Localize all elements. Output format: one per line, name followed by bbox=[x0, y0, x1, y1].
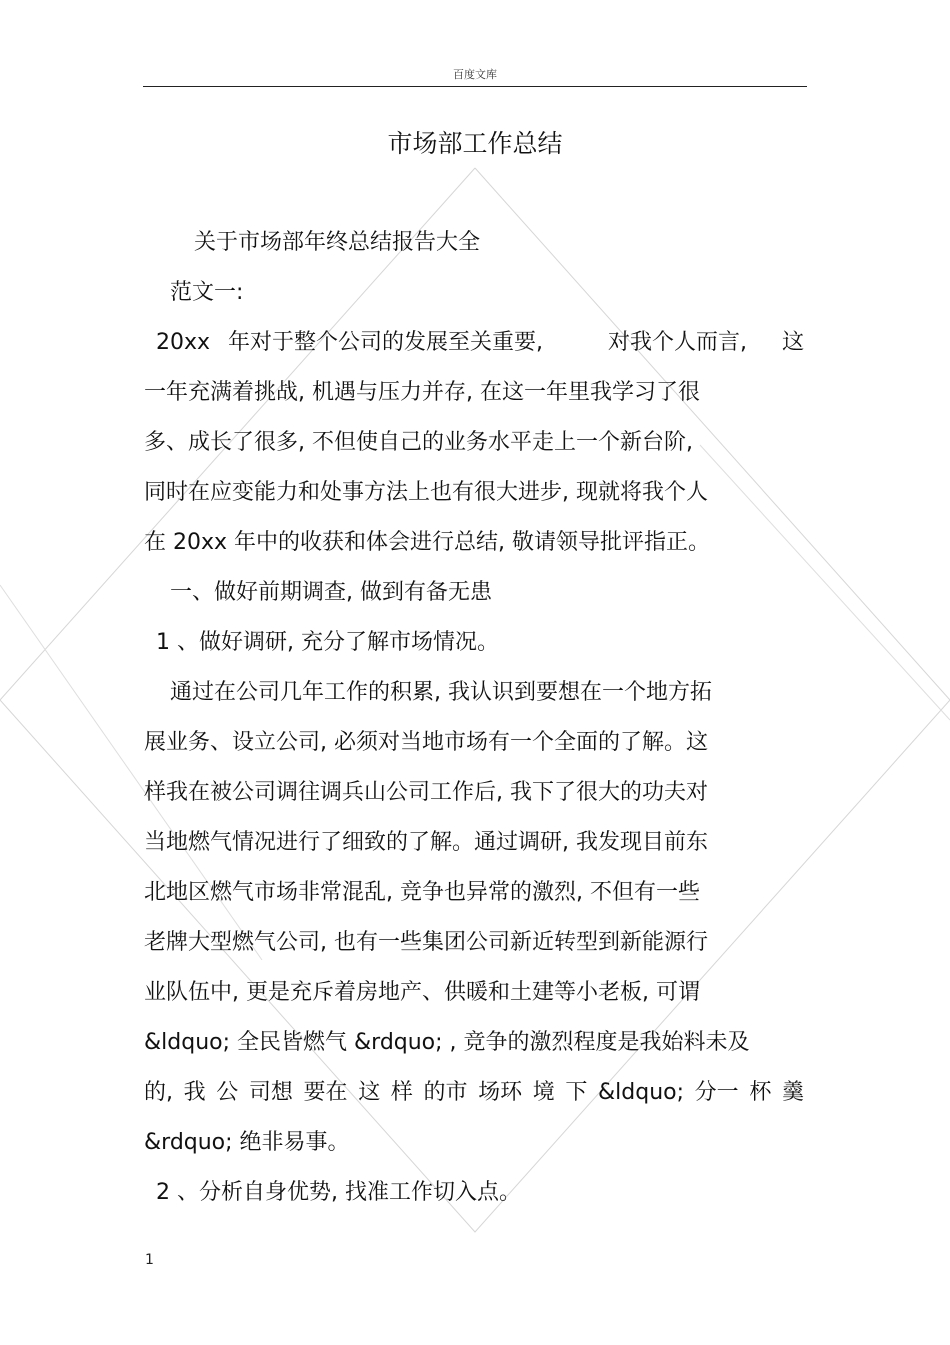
spaced-word: 下 bbox=[565, 1080, 588, 1105]
paragraph-line: 老牌大型燃气公司, 也有一些集团公司新近转型到新能源行 bbox=[144, 930, 708, 955]
spaced-word: 司想 bbox=[248, 1080, 293, 1105]
document-subtitle: 关于市场部年终总结报告大全 bbox=[194, 230, 481, 255]
spaced-word: 羹 bbox=[781, 1080, 804, 1105]
paragraph-line: 业队伍中, 更是充斥着房地产、供暖和土建等小老板, 可谓 bbox=[144, 980, 700, 1005]
spaced-word: 这 bbox=[358, 1080, 381, 1105]
subsection-heading-1: 1 、做好调研, 充分了解市场情况。 bbox=[156, 630, 499, 655]
spaced-word: 要在 bbox=[303, 1080, 348, 1105]
paragraph-line: 展业务、设立公司, 必须对当地市场有一个全面的了解。这 bbox=[144, 730, 708, 755]
section-heading-1: 一、做好前期调查, 做到有备无患 bbox=[170, 580, 492, 605]
paragraph-line: &ldquo; 全民皆燃气 &rdquo; , 竞争的激烈程度是我始料未及 bbox=[144, 1030, 750, 1055]
spaced-word: 杯 bbox=[749, 1080, 772, 1105]
paragraph-line: 同时在应变能力和处事方法上也有很大进步, 现就将我个人 bbox=[144, 480, 708, 505]
spaced-word: 境 bbox=[532, 1080, 555, 1105]
spaced-word: 场环 bbox=[478, 1080, 523, 1105]
spaced-word: 公 bbox=[216, 1080, 239, 1105]
intro-line-part-2: 年对于整个公司的发展至关重要, bbox=[228, 330, 543, 355]
intro-line-part-3: 对我个人而言, bbox=[608, 330, 747, 355]
header-source-label: 百度文库 bbox=[453, 68, 497, 81]
paragraph-line: 通过在公司几年工作的积累, 我认识到要想在一个地方拓 bbox=[170, 680, 712, 705]
subsection-heading-2: 2 、分析自身优势, 找准工作切入点。 bbox=[156, 1180, 521, 1205]
paragraph-line: 当地燃气情况进行了细致的了解。通过调研, 我发现目前东 bbox=[144, 830, 708, 855]
spaced-paragraph-line bbox=[144, 1078, 804, 1108]
intro-line-part-4: 这 bbox=[782, 330, 805, 355]
paragraph-line: 样我在被公司调往调兵山公司工作后, 我下了很大的功夫对 bbox=[144, 780, 708, 805]
document-title: 市场部工作总结 bbox=[387, 129, 563, 158]
paragraph-line: 一年充满着挑战, 机遇与压力并存, 在这一年里我学习了很 bbox=[144, 380, 700, 405]
paragraph-line: 多、成长了很多, 不但使自己的业务水平走上一个新台阶, bbox=[144, 430, 693, 455]
intro-line-part-1: 20xx bbox=[156, 330, 211, 355]
paragraph-line: 在 20xx 年中的收获和体会进行总结, 敬请领导批评指正。 bbox=[144, 530, 711, 555]
sample-label: 范文一: bbox=[170, 280, 244, 305]
page-number: 1 bbox=[145, 1252, 154, 1268]
spaced-word: 样 bbox=[390, 1080, 413, 1105]
paragraph-line: &rdquo; 绝非易事。 bbox=[144, 1130, 350, 1155]
spaced-word: &ldquo; bbox=[598, 1080, 685, 1105]
spaced-word: 的市 bbox=[423, 1080, 468, 1105]
header-divider bbox=[143, 86, 807, 87]
paragraph-line: 北地区燃气市场非常混乱, 竞争也异常的激烈, 不但有一些 bbox=[144, 880, 700, 905]
spaced-word: 分一 bbox=[694, 1080, 739, 1105]
spaced-word: 我 bbox=[183, 1080, 206, 1105]
spaced-word: 的, bbox=[144, 1080, 173, 1105]
